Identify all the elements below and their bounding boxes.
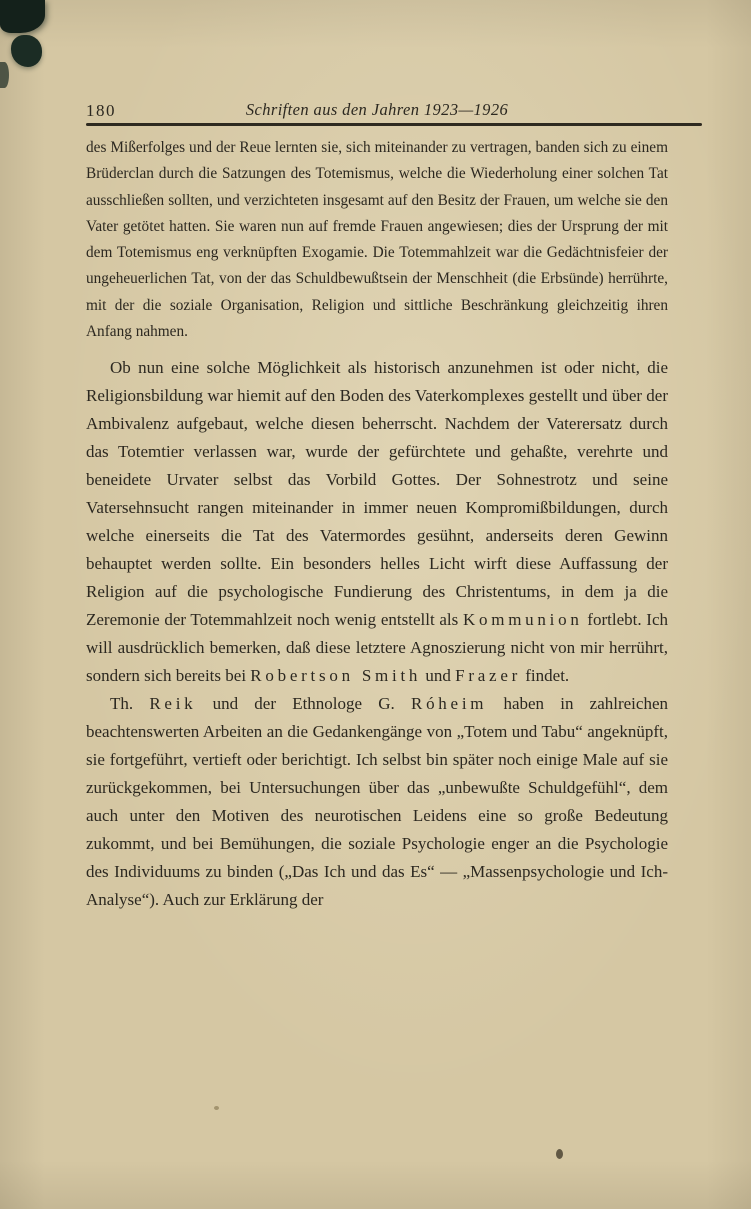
header-rule bbox=[86, 123, 702, 126]
emphasized-name: Robertson Smith bbox=[250, 666, 422, 686]
scan-artifact-dot bbox=[214, 1106, 219, 1110]
page-header bbox=[86, 100, 668, 120]
paragraph bbox=[86, 354, 668, 690]
emphasized-name: Róheim bbox=[410, 694, 488, 714]
text-run: und der Ethnologe G. bbox=[196, 694, 411, 714]
paragraph bbox=[86, 135, 668, 345]
text-run: Ob nun eine solche Möglichkeit als historisch anzunehmen ist oder nicht, die Religionsbildung war hiemit auf den Boden des Vaterkomplexes gestellt und über der Ambivalenz aufgebaut, welche diesen beherrscht. Nachdem der Vaterersatz durch das Totemtier verlassen war, wurde der gefürchtete und gehaßte, verehrte und beneidete Urvater selbst das Vorbild Gottes. Der Sohnestrotz und seine Vatersehnsucht rangen miteinander in immer neuen Kompromißbildungen, durch welche einerseits die Tat des Vatermordes gesühnt, anderseits deren Gewinn behauptet werden sollte. Ein besonders helles Licht wirft diese Auffassung der Religion auf die psychologische Fundierung des Christentums, in dem ja die Zeremonie der Totemmahlzeit noch wenig entstellt als bbox=[86, 358, 668, 630]
text-run: Th. bbox=[110, 694, 150, 714]
text-run: haben in zahlreichen beachtenswerten Arbeiten an die Gedankengänge von „Totem und Tabu“ angeknüpft, sie fortgeführt, vertieft oder berichtigt. Ich selbst bin später noch einige Male auf sie zurückgekommen, bei Untersuchungen über das „unbewußte Schuldgefühl“, dem auch unter den Motiven des neurotischen Leidens eine so große Bedeutung zukommt, und bei Bemühungen, die soziale Psychologie enger an die Psychologie des Individuums zu binden („Das Ich und das Es“ — „Massenpsychologie und Ich-Analyse“). Auch zur Erklärung der bbox=[86, 694, 668, 910]
page-number: 180 bbox=[86, 101, 116, 120]
text-run: fortlebt. Ich will ausdrücklich bemerken, daß diese letztere Agnoszierung nicht von mir herrührt, sondern sich bereits bei bbox=[86, 610, 668, 686]
emphasized-name: Kommunion bbox=[462, 610, 583, 630]
text-run: und bbox=[421, 666, 456, 686]
running-head: Schriften aus den Jahren 1923—1926 bbox=[245, 100, 509, 119]
text-run: des Mißerfolges und der Reue lernten sie, sich miteinander zu vertragen, banden sich zu einem Brüderclan durch die Satzungen des Totemismus, welche die Wiederholung einer solchen Tat ausschließen sollten, und verzichteten insgesamt auf den Besitz der Frauen, um welche sie den Vater getötet hatten. Sie waren nun auf fremde Frauen angewiesen; dies der Ursprung der mit dem Totemismus eng verknüpften Exogamie. Die Totemmahlzeit war die Gedächtnisfeier der ungeheuerlichen Tat, von der das Schuldbewußtsein der Menschheit (die Erbsünde) herrührte, mit der die soziale Organisation, Religion und sittliche Beschränkung gleichzeitig ihren Anfang nahmen. bbox=[86, 139, 668, 341]
emphasized-name: Reik bbox=[149, 694, 197, 714]
scan-artifact-corner bbox=[0, 0, 45, 33]
scan-artifact-blob bbox=[11, 35, 42, 67]
scan-artifact-edge bbox=[0, 62, 9, 88]
text-run: findet. bbox=[521, 666, 570, 686]
page-body bbox=[86, 135, 668, 914]
scan-artifact-speck bbox=[556, 1149, 563, 1159]
emphasized-name: Frazer bbox=[455, 666, 522, 686]
paragraph bbox=[86, 690, 668, 914]
